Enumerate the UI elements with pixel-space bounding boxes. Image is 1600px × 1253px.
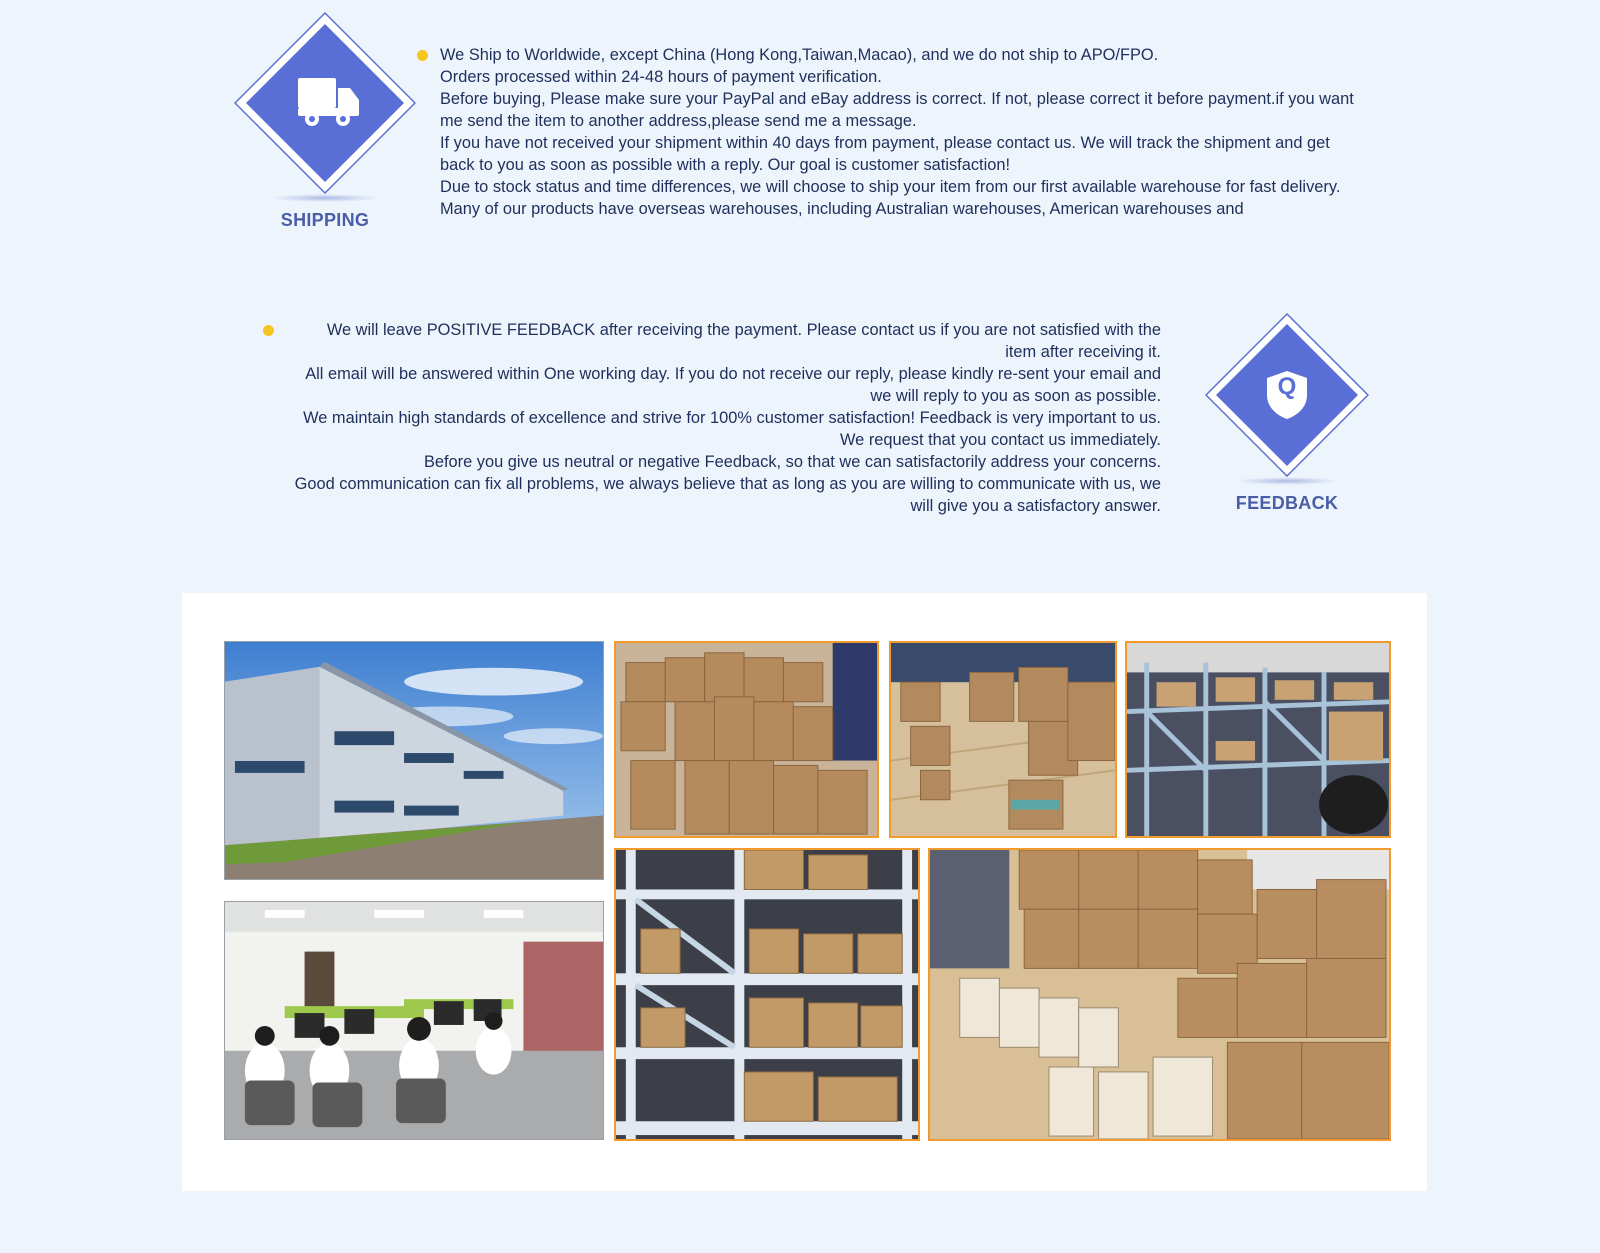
shipping-line: back to you as soon as possible with a reply. Our goal is customer satisfaction! (440, 156, 1010, 174)
feedback-title: FEEDBACK (1235, 493, 1339, 513)
feedback-line: will give you a satisfactory answer. (910, 497, 1161, 515)
shipping-diamond (234, 12, 416, 194)
feedback-line: We request that you contact us immediately. (840, 431, 1161, 449)
shipping-line: Orders processed within 24-48 hours of payment verification. (440, 68, 882, 86)
shipping-text (440, 44, 1400, 220)
shelving-photo-1 (1125, 641, 1391, 838)
shipping-bullet (417, 50, 428, 61)
warehouse-exterior-photo (224, 641, 604, 880)
shipping-badge (234, 12, 416, 234)
shipping-line: Many of our products have overseas warehouses, including Australian warehouses, American warehouses and (440, 200, 1244, 218)
shipping-line: Before buying, Please make sure your PayPal and eBay address is correct. If not, please correct it before payment.if you want (440, 90, 1354, 108)
feedback-line: item after receiving it. (1005, 343, 1161, 361)
shield-letter: Q (1277, 373, 1297, 400)
office-staff-photo (224, 901, 604, 1140)
shipping-line: If you have not received your shipment within 40 days from payment, please contact us. We will track the shipment and get (440, 134, 1330, 152)
feedback-line: We maintain high standards of excellence and strive for 100% customer satisfaction! Feedback is very important to us. (303, 409, 1161, 427)
shipping-line: me send the item to another address,please send me a message. (440, 112, 917, 130)
feedback-line: Good communication can fix all problems, we always believe that as long as you are willing to communicate with us, we (294, 475, 1161, 493)
boxes-stack-photo-1 (614, 641, 879, 838)
feedback-badge (1205, 313, 1369, 518)
shipping-title: SHIPPING (280, 210, 370, 230)
feedback-line: Before you give us neutral or negative Feedback, so that we can satisfactorily address your concerns. (423, 453, 1161, 471)
feedback-line: We will leave POSITIVE FEEDBACK after receiving the payment. Please contact us if you are not satisfied with the (326, 321, 1161, 339)
feedback-line: we will reply to you as soon as possible. (870, 387, 1161, 405)
boxes-stack-photo-2 (928, 848, 1391, 1141)
shelving-photo-2 (614, 848, 920, 1141)
feedback-text (240, 319, 1161, 517)
gallery-panel (182, 593, 1427, 1191)
feedback-line: All email will be answered within One working day. If you do not receive our reply, please kindly re-sent your email and (305, 365, 1161, 383)
boxes-floor-photo (889, 641, 1117, 838)
shipping-line: We Ship to Worldwide, except China (Hong Kong,Taiwan,Macao), and we do not ship to APO/FPO. (440, 46, 1159, 64)
shipping-line: Due to stock status and time differences, we will choose to ship your item from our first available warehouse for fast delivery. (440, 178, 1341, 196)
